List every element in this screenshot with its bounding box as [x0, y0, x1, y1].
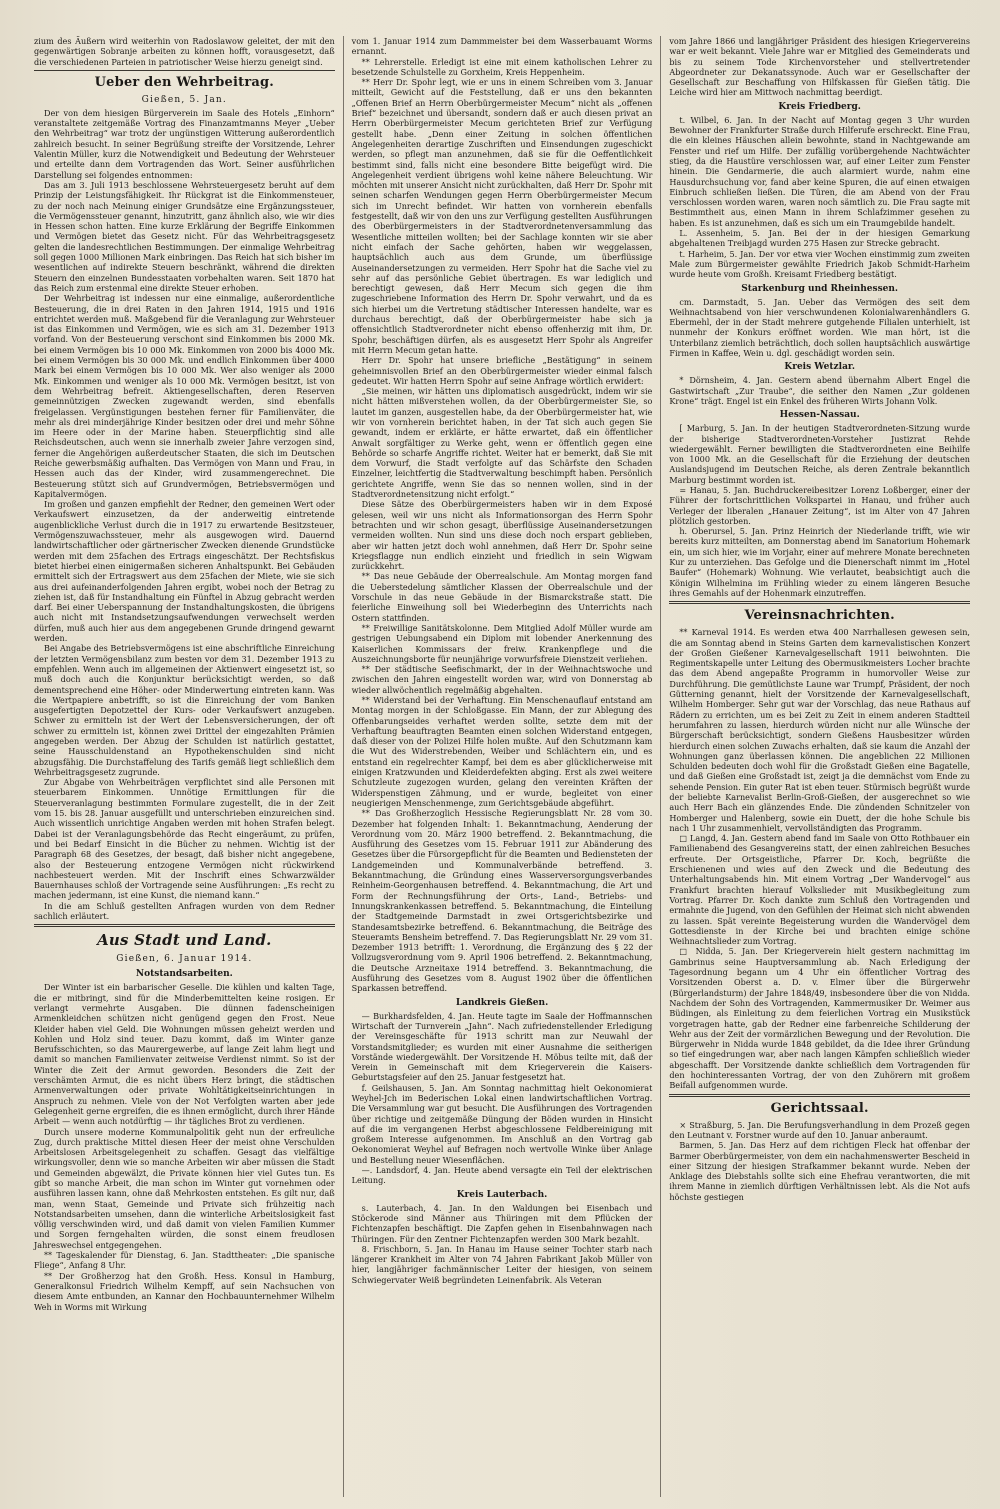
article-text: □ Nidda, 5. Jan. Der Kriegerverein hielt gestern nachmittag im Gambrinus seine Hauptversammlung ab. Nach Erledigung der Tagesordnung begann um 4 Uhr ein öffentlicher Vortrag des Vorsitzenden Oberst a. D. v. Elmer über die Bürgerwehr (Bürgerlandsturm) der Jahre 1848/49, insbesondere über die von Nidda. Nachdem der Sohn des Vortragenden, Kammermusiker Dr. Weimer aus Büdingen, als Einleitung zu dem feierlichen Vortrag ein Musikstück vorgetragen hatte, gab der Redner eine farbenreiche Schilderung der Wehr aus der Zeit der vormärzlichen Bewegung und der Revolution. Die Bürgerwehr in Nidda wurde 1848 gebildet, da die Idee ihrer Gründung so tief eingedrungen war, aber nach langen Kämpfen schließlich wieder abgeschafft. Der Vorsitzende dankte schließlich dem Vortragenden für den hochinteressanten Vortrag, der von den Zuhörern mit großem Beifall aufgenommen wurde. [669, 946, 971, 1091]
article-text: — Burkhardsfelden, 4. Jan. Heute tagte im Saale der Hoffmannschen Wirtschaft der Turnverein „Jahn“. Nach zufriedenstellender Erledigung der Vereinsgeschäfte für 1913 schritt man zur Neuwahl der Vorstandsmitglieder; es wurden mit einer Ausnahme die seitherigen Vorstände wiedergewählt. Der Vorsitzende H. Möbus teilte mit, daß der Verein in Gemeinschaft mit dem Kriegerverein die Kaisers-Geburtstagsfeier auf den 25. Januar festgesetzt hat. [351, 1010, 653, 1083]
article-heading: Landkreis Gießen. [455, 997, 549, 1008]
article-heading: Kreis Wetzlar. [784, 362, 855, 373]
article-text: Zur Abgabe von Wehrbeiträgen verpflichtet sind alle Personen mit steuerbarem Einkommen. Unnötige Ermittlungen für die Steuerveranlagung bestimmten Formulare zugestellt, die in der Zeit vom 15. bis 28. Januar ausgefüllt und unterschrieben einzureichen sind. Auch wissentlich unrichtige Angaben werden mit hohen Strafen belegt. Dabei ist der Veranlagungsbehörde das Recht eingeräumt, zu prüfen, und bei Bedarf Einsicht in die Bücher zu nehmen. Wichtig ist der Paragraph 68 des Gesetzes, der besagt, daß bisher nicht angegebene, also der Besteuerung entzogene Vermögen nicht rückwirkend nachbesteuert werden. Mit der Inschrift eines Schwarzwälder Bauernhauses schloß der Vortragende seine Ausführungen: „Es recht zu machen jedermann, ist eine Kunst, die niemand kann.“ [34, 777, 335, 901]
article-text: Der von dem hiesigen Bürgerverein im Saale des Hotels „Einhorn“ veranstaltete zeitgemäße Vortrag des Finanzamtmanns Meyer „Ueber den Wehrbeitrag“ war trotz der ungünstigen Witterung außerordentlich zahlreich besucht. In seiner Begrüßung streifte der Vorsitzende, Lehrer Valentin Müller, kurz die Notwendigkeit und Bedeutung der Wehrsteuer und erteilte dann dem Vortragenden das Wort. Seiner ausführlichen Darstellung sei folgendes entnommen: [34, 107, 335, 180]
article-text: ** Karneval 1914. Es werden etwa 400 Narrhallesen gewesen sein, die am Sonntag abend in Steins Garten dem karnevalistischen Konzert der Großen Gießener Karnevalgesellschaft 1911 beiwohnten. Die Regimentskapelle unter Leitung des Obermusikmeisters Locher brachte das dem Abend angepaßte Programm in humorvoller Weise zur Durchführung. Die gemütlichste Laune war Trumpf, Präsident, der noch Gütterning genannt, hielt der Vorsitzende der Karnevalgesellschaft, Wilhelm Homberger. Sehr gut war der Vorschlag, das neue Rathaus auf Rädern zu errichten, um es bei Zeit zu Zeit in einem anderen Stadtteil herumfahren zu lassen, hierdurch würden nicht nur alle Wünsche der Bürgerschaft berücksichtigt, sondern Gießens Hausbesitzer würden hierdurch einen solchen Zuwachs erhalten, daß sie kaum die Anzahl der Wohnungen ganz überlassen können. Die angeblichen 22 Millionen Schulden bedeuten doch wohl für die Großstadt Gießen eine Bagatelle, und daß Gießen eine Großstadt ist, zeigt ja die demnächst vom Ende zu sehende Pension. Ein guter Rat ist eben teuer. Stürmisch begrüßt wurde der beliebte Karnevalist Berlin-Groß-Gießen, der ausgerechnet so wie auch Herr Bach ein glänzendes Ende. Die zündenden Schnitzeler von Homberger und Halenberg, sowie ein Duett, der die hohe Schule bis nach 1 Uhr zusammenhielt, vervollständigten das Programm. [669, 627, 971, 833]
article-text: f. Geilshausen, 5. Jan. Am Sonntag nachmittag hielt Oekonomierat Weyhel-Jch im Bederischen Lokal einen landwirtschaftlichen Vortrag. Die Versammlung war gut besucht. Die Ausführungen des Vortragenden über richtige und zeitgemäße Düngung der Böden wurden in Hinsicht auf die im vergangenen Herbst abgeschlossene Feldbereinigung mit großem Interesse aufgenommen. Im Anschluß an den Vortrag gab Oekonomierat Weyhel auf Befragen noch wertvolle Winke über Anlage und Bestellung neuer Wiesenflächen. [351, 1082, 653, 1165]
divider [669, 601, 970, 604]
article-text: ** Lehrerstelle. Erledigt ist eine mit einem katholischen Lehrer zu besetzende Schulstelle zu Gorxheim, Kreis Heppenheim. [351, 56, 653, 77]
article-heading: Kreis Lauterbach. [456, 1189, 548, 1200]
article-text: ** Das neue Gebäude der Oberrealschule. Am Montag morgen fand die Ueberstedelung sämtlicher Klassen der Oberrealschule und der Vorschule in das neue Gebäude in der Bismarckstraße statt. Die feierliche Einweihung soll bei Wiederbeginn des Unterrichts nach Ostern stattfinden. [351, 571, 653, 623]
article-text: Das am 3. Juli 1913 beschlossene Wehrsteuergesetz beruht auf dem Prinzip der Leistungsfähigkeit. Ihr Rückgrat ist die Einkommensteuer, zu der noch nach Meinung einiger Grundsätze eine Ergänzungssteuer, die Vermögenssteuer genannt, hinzutritt, ganz ähnlich also, wie wir dies in Hessen schon hatten. Eine kurze Erklärung der Begriffe Einkommen und Vermögen bietet das Gesetz nicht. Für das Wehrbeitragsgesetz gelten die landesrechtlichen Bestimmungen. Der einmalige Wehrbeitrag soll gegen 1000 Millionen Mark einbringen. Das Reich hat sich bisher im wesentlichen auf indirekte Steuern beschränkt, während die direkten Steuern den einzelnen Bundesstaaten vorbehalten waren. Seit 1870 hat das Reich zum erstenmal eine direkte Steuer erhoben. [34, 179, 335, 293]
article-text: Im großen und ganzen empfiehlt der Redner, den gemeinen Wert oder Verkaufswert einzusetzen, da der anderweitig eintretende augenblickliche Verlust durch die in 1917 zu erwartende Besitzsteuer, Vermögenszuwachssteuer, mehr als ausgewogen wird. Dauernd landwirtschaftlicher oder gärtnerischer Zwecken dienende Grundstücke werden mit dem 25fachen des Ertrags eingeschätzt. Der Rechtsfiskus bietet hierbei einen einigermaßen sicheren Anhaltspunkt. Bei Gebäuden ermittelt sich der Ertragswert aus dem 25fachen der Miete, wie sie sich aus drei aufeinanderfolgenden Jahren ergibt, wobei noch der Betrag zu ziehen ist, daß für Instandhaltung ein Fünftel in Abzug gebracht werden darf. Bei einer Ueberspannung der Instandhaltungskosten, die übrigens auch nicht mit Instandsetzungsaufwendungen verwechselt werden dürfen, muß auch hier aus dem angegebenen Grunde dringend gewarnt werden. [34, 499, 335, 644]
article-text: ** Der Großherzog hat den Großh. Hess. Konsul in Hamburg, Generalkonsul Friedrich Wilhelm Kempff, auf sein Nachsuchen von diesem Amte entbunden, an Kannar den Hochbauunternehmer Wilhelm Weh in Worms mit Wirkung [34, 1270, 335, 1312]
article-text: t. Wilbel, 6. Jan. In der Nacht auf Montag gegen 3 Uhr wurden Bewohner der Frankfurter Straße durch Hilferufe erschreckt. Eine Frau, die ein kleines Häuschen allein bewohnte, stand in Nachtgewande am Fenster und rief um Hilfe. Der zufällig vorübergehende Nachtwächter stieg, da die Haustüre verschlossen war, auf einer Leiter zum Fenster hinein. Die Gendarmerie, die auch alarmiert wurde, nahm eine Hausdurchsuchung vor, fand aber keine Spuren, die auf einen etwaigen Einbruch schließen ließen. Die Türen, die am Abend von der Frau verschlossen worden waren, waren noch sämtlich zu. Die Frau sagte mit Bestimmtheit aus, einen Mann in ihrem Schlafzimmer gesehen zu haben. Es ist anzunehmen, daß es sich um ein Traumgebilde handelt. [669, 114, 971, 228]
article-text: □ Langd, 4. Jan. Gestern abend fand im Saale von Otto Rothbauer ein Familienabend des Gesangvereins statt, der einen zahlreichen Besuches erfreute. Der Ortsgeistliche, Pfarrer Dr. Koch, begrüßte die Erschienenen und wies auf den Zweck und die Bedeutung des Unterhaltungsabends hin. Mit einem Vortrag „Der Wandervogel“ aus Frankfurt brachten hierauf Volkslieder mit Musikbegleitung zum Vortrag. Pfarrer Dr. Koch dankte zum Schluß den Vortragenden und ermahnte die Jugend, von den Gefühlen der Heimat sich nicht abwenden zu lassen. Spät vereinte Begeisterung wurden die Wandervögel dem Gottesdienste in der Kirche bei und brachten einige schöne Weihnachtslieder zum Vortrag. [669, 833, 971, 947]
article-text: Herr Dr. Spohr hat unsere briefliche „Bestätigung“ in seinem geheimnisvollen Brief an den Oberbürgermeister wieder einmal falsch gedeutet. Wir hatten Herrn Spohr auf seine Anfrage wörtlich erwidert: [351, 355, 653, 386]
article-text: ** Tageskalender für Dienstag, 6. Jan. Stadttheater: „Die spanische Fliege“, Anfang 8 Uhr. [34, 1250, 335, 1271]
article-text: Der Wehrbeitrag ist indessen nur eine einmalige, außerordentliche Besteuerung, die in drei Raten in den Jahren 1914, 1915 und 1916 entrichtet werden muß. Maßgebend für die Veranlagung zur Wehrsteuer ist das Einkommen und Vermögen, wie es sich am 31. Dezember 1913 vorfand. Von der Besteuerung verschont sind Einkommen bis 2000 Mk. bei einem Vermögen bis 10 000 Mk. Einkommen von 2000 bis 4000 Mk. bei einem Vermögen bis 30 000 Mk. und endlich Einkommen über 4000 Mark bei einem Vermögen bis 10 000 Mk. Wer also weniger als 2000 Mk. Einkommen und weniger als 10 000 Mk. Vermögen besitzt, ist von dem Wehrbeitrag befreit. Aktiengesellschaften, deren Reserven gemeinnützigen Zwecken zugewandt werden, sind ebenfalls freigelassen. Vergünstigungen bestehen ferner für Familienväter, die mehr als drei minderjährige Kinder besitzen oder drei und mehr Söhne im Heere oder in der Marine haben. Steuerpflichtig sind alle Reichsdeutschen, auch wenn sie innerhalb zweier Jahre verzogen sind, ferner die Angehörigen außerdeutscher Staaten, die sich im Deutschen Reiche gewerbsmäßig aufhalten. Das Vermögen von Mann und Frau, in Hessen auch das der Kinder, wird zusammengerechnet. Die Besteuerung stützt sich auf Grundvermögen, Betriebsvermögen und Kapitalvermögen. [34, 293, 335, 499]
article-text: Diese Sätze des Oberbürgermeisters haben wir in dem Exposé gelesen, weil wir uns nicht als Informationsorgan des Herrn Spohr betrachten und wir schon gesagt, überflüssige Auseinandersetzungen vermeiden wollten. Nun sind uns diese doch noch erspart geblieben, aber wir hatten jetzt doch wohl annehmen, daß Herr Dr. Spohr seine Kriegsflagge nun endlich einzieht und friedlich in sein Wigwam zurückkehrt. [351, 499, 653, 572]
column-1 [26, 36, 343, 1497]
article-text: Der Winter ist ein barbarischer Geselle. Die kühlen und kalten Tage, die er mitbringt, sind für die Minderbemittelten keine rosigen. Er verlangt vermehrte Ausgaben. Die dünnen fadenscheinigen Armenkleidchen schützen nicht genügend gegen den Frost. Neue Kleider haben viel Geld. Die Wohnungen müssen geheizt werden und Kohlen und Holz sind teuer. Dazu kommt, daß im Winter ganze Berufsschichten, so das Maurergewerbe, auf lange Zeit lahm liegt und damit so manchen Familienvater zeitweise Verdienst nimmt. So ist der Winter die Zeit der Armut geworden. Besonders die Zeit der verschämten Armut, die es nicht übers Herz bringt, die städtischen Armenverwaltungen oder private Wohltätigkeitseinrichtungen in Anspruch zu nehmen. Viele von der Not Verfolgten warten aber jede Gelegenheit gerne ergreifen, die es ihnen ermöglicht, durch ihrer Hände Arbeit — wenn auch notdürftig — ihr tägliches Brot zu verdienen. [34, 982, 335, 1127]
article-text: „Sie meinen, wir hätten uns diplomatisch ausgedrückt, indem wir sie nicht hätten mißverstehen wollen, da der Oberbürgermeister Sie, so lautet im ganzen, ausgestellen habe, da der Oberbürgermeister hat, wie wir von vornherein berichtet haben, in der Tat sich auch gegen Sie gewandt, indem er erklärte, er hätte erwartet, daß ein öffentlicher Anwalt sorgfältiger zu Werke geht, wenn er öffentlich gegen eine Behörde so scharfe Angriffe richtet. Weiter hat er bemerkt, daß Sie mit dem Vorwurf, die Stadt verfolgte auf das Schärfste den Schaden Einzelner, leichtfertig die Stadtverwaltung beschimpft haben. Persönlich gerichtete Angriffe, wenn Sie das so nennen wollen, sind in der Stadtverordnetensitzung nicht erfolgt.“ [351, 386, 653, 500]
divider [669, 1094, 970, 1097]
article-text: ** Herr Dr. Spohr legt, wie er uns in einem Schreiben vom 3. Januar mitteilt, Gewicht auf die Feststellung, daß er uns den bekannten „Offenen Brief an Herrn Oberbürgermeister Mecum“ nicht als „offenen Brief“ bezeichnet und übersandt, sondern daß er auch diesen privat an Herrn Oberbürgermeister Mecum gerichteten Brief zur Verfügung gestellt habe. „Denn einer Zeitung in solchen öffentlichen Angelegenheiten derartige Zuschriften und Einsendungen zugeschickt werden, so pflegt man anzunehmen, daß sie für die Oeffentlichkeit bestimmt sind, falls nicht eine besondere Bitte beigefügt wird. Die Angelegenheit verdient übrigens wohl keine nähere Beleuchtung. Wir möchten mit unserer Ansicht nicht zurückhalten, daß Herr Dr. Spohr mit seinen scharfen Wendungen gegen Herrn Oberbürgermeister Mecum sich im Unrecht befindet. Wir hatten von vornherein ebenfalls festgestellt, daß wir von den uns zur Verfügung gestellten Ausführungen des Oberbürgermeisters in der Stadtverordnetenversammlung das Wesentliche mitteilen wollten; bei der Sachlage konnten wir sie aber nicht einfach der Sache gehörten, haben wir weggelassen, hauptsächlich auch aus dem Grunde, um überflüssige Auseinandersetzungen zu vermeiden. Herr Spohr hat die Sache viel zu sehr auf das persönliche Gebiet übertragen. Es war lediglich und berechtigt gewesen, daß Herr Mecum sich gegen die ihm zugeschriebene Information des Herrn Dr. Spohr verwahrt, und da es sich hierbei um die Vertretung städtischer Interessen handelte, war es durchaus berechtigt, daß der Oberbürgermeister habe sich ja offensichtlich Stadtverordneter nicht ebenso offenherzig mit ihm, Dr. Spohr, beschäftigen dürfen, als es ausgesetzt Herr Spohr als Angreifer mit Herrn Mecum getan hatte. [351, 77, 653, 355]
article-text: ** Freiwillige Sanitätskolonne. Dem Mitglied Adolf Müller wurde am gestrigen Uebungsabend ein Diplom mit lobender Anerkennung des Kaiserlichen Kommissars der freiw. Krankenpflege und die Auszeichnungsborte für neunjährige vorwurfsfreie Dienstzeit verliehen. [351, 622, 653, 664]
article-text: 8. Frischborn, 5. Jan. In Hanau im Hause seiner Tochter starb nach längerer Krankheit im Alter von 74 Jahren Fabrikant Jakob Müller von hier, langjähriger fachmännischer Leiter der hiesigen, von seinem Schwiegervater Weiß begründeten Leinenfabrik. Als Veteran [351, 1243, 653, 1285]
article-text: vom 1. Januar 1914 zum Dammmeister bei dem Wasserbauamt Worms ernannt. [351, 36, 653, 57]
article-text: ** Das Großherzoglich Hessische Regierungsblatt Nr. 28 vom 30. Dezember hat folgenden Inhalt: 1. Bekanntmachung, Aenderung der Verordnung vom 20. März 1900 betreffend. 2. Bekanntmachung, die Ausführung des Gesetzes vom 15. Februar 1911 zur Abänderung des Gesetzes über die Fürsorgepflicht für die Beamten und Bediensteten der Landgemeinden und Kommunalverbände betreffend. 3. Bekanntmachung, die Gründung eines Wasserversorgungsverbandes Reinheim-Georgenhausen betreffend. 4. Bekanntmachung, die Art und Form der Rechnungsführung der Orts-, Land-, Betriebs- und Innungskrankenkassen betreffend. 5. Bekanntmachung, die Einteilung der Stadtgemeinde Darmstadt in zwei Ortsgerichtsbezirke und Standesamtsbezirke betreffend. 6. Bekanntmachung, die Beiträge des Steueramts Bensheim betreffend. 7. Das Regierungsblatt Nr. 29 vom 31. Dezember 1913 betrifft: 1. Verordnung, die Ergänzung des § 22 der Vollzugsverordnung vom 9. April 1906 betreffend. 2. Bekanntmachung, die Deutsche Arzneitaxe 1914 betreffend. 3. Bekanntmachung, die Ausführung des Gesetzes vom 8. August 1902 über die öffentlichen Sparkassen betreffend. [351, 808, 653, 994]
article-text: ** Widerstand bei der Verhaftung. Ein Menschenauflauf entstand am Montag morgen in der Schloßgasse. Ein Mann, der zur Ablegung des Offenbarungseides verhaftet werden sollte, setzte dem mit der Verhaftung beauftragten Beamten einen solchen Widerstand entgegen, daß dieser von der Polizei Hilfe holen mußte. Auf den Schutzmann kam die Wut des Widerstrebenden, Weiber und Schlächtern ein, und es entstand ein regelrechter Kampf, bei dem es aber glücklicherweise mit einigen Kratzwunden und Kleiderdefekten abging. Erst als zwei weitere Schutzleute zugezogen wurden, gelang den vereinten Kräften der Widerspenstigen Zähmung, und er wurde, begleitet von einer neugierigen Menschenmenge, zum Gerichtsgebäude abgeführt. [351, 695, 653, 808]
article-text: vom Jahre 1866 und langjähriger Präsident des hiesigen Kriegervereins war er weit bekannt. Viele Jahre war er Mitglied des Gemeinderats und bis zu seinem Tode Kirchenvorsteher und stellvertretender Abgeordneter zur Dekanatssynode. Auch war er Gesellschafter der Gesellschaft zur Beschaffung von Hilfskassen für Gießen tätig. Die Leiche wird hier am Mittwoch nachmittag beerdigt. [669, 36, 971, 98]
article-text: In die am Schluß gestellten Anfragen wurden von dem Redner sachlich erläutert. [34, 900, 335, 922]
article-text: h. Oberursel, 5. Jan. Prinz Heinrich der Niederlande trifft, wie wir bereits kurz mitteilten, am Donnerstag abend im Sanatorium Hohemark ein, um sich hier, wie im Vorjahr, einer auf mehrere Monate berechneten Kur zu unterziehen. Das Gefolge und die Dienerschaft nimmt im „Hotel Baufer“ (Hohemark) Wohnung. Wie verlautet, beabsichtigt auch die Königin Wilhelmina im Frühling wieder zu einem längeren Besuche ihres Gemahls auf der Hohenmark einzutreffen. [669, 526, 971, 598]
article-heading: Hessen-Nassau. [779, 410, 860, 421]
article-text: * Dörnsheim, 4. Jan. Gestern abend übernahm Albert Engel die Gastwirtschaft „Zur Traube“, die seither den Namen „Zur goldenen Krone“ trägt. Engel ist ein Enkel des früheren Wirts Johann Volk. [669, 375, 971, 406]
article-heading: Kreis Friedberg. [778, 101, 861, 112]
article-text: [ Marburg, 5. Jan. In der heutigen Stadtverordneten-Sitzung wurde der bisherige Stadtverordneten-Vorsteher Justizrat Rehde wiedergewählt. Ferner bewilligten die Stadtverordneten eine Beihilfe von 1000 Mk. an die Gesellschaft für die Erziehung der deutschen Auslandsjugend im Deutschen Reiche, als deren Zentrale bekanntlich Marburg bestimmt worden ist. [669, 423, 971, 485]
section-heading: Aus Stadt und Land. [97, 931, 272, 950]
columns [26, 36, 978, 1497]
column-3 [660, 36, 978, 1497]
article-text: Bei Angabe des Betriebsvermögens ist eine abschriftliche Einreichung der letzten Vermögensbilanz zum besten vor dem 31. Dezember 1913 zu empfehlen. Wenn auch im allgemeinen der Aktienwert eingesetzt ist, so muß doch auch die Konjunktur berücksichtigt werden, so daß dementsprechend eine Höher- oder Minderwertung eintreten kann. Was die Wertpapiere anbetrifft, so ist die Einreichung der vom Banken ausgefertigten Depotzettel der Kurs- oder Verkaufswert anzugeben. Schwer zu ermitteln ist der Wert der Lebensversicherungen, der oft schwer zu ermitteln ist, können zwei Drittel der eingezahlten Prämien angegeben werden. Der Abzug der Schulden ist natürlich gestattet, seine Hausschuldenstand an Hypothekenschulden sind nicht abzugsfähig. Die Durchstaffelung des Tarifs gemäß liegt schließlich dem Wehrbeitragsgesetz zugrunde. [34, 643, 335, 777]
article-text: zium des Äußern wird weiterhin von Radoslawow geleitet, der mit den gegenwärtigen Sobranje arbeiten zu können hofft, vorausgesetzt, daß die verschiedenen Parteien in patriotischer Weise hierzu geneigt sind. [34, 36, 335, 67]
article-text: Durch unsere moderne Kommunalpolitik geht nun der erfreuliche Zug, durch praktische Mittel diesen Heer der meist ohne Verschulden Arbeitslosen Arbeitsgelegenheit zu schaffen. Gesagt das vielfältige wirkungsvoller, denn wie so manche Arbeiten wir aber müssen die Stadt und Gemeinden abgewälzt, die Private können hier viel Gutes tun. Es gibt so manche Arbeit, die man schon im Winter gut vornehmen oder ausführen lassen kann, ohne daß Mehrkosten entstehen. Es gilt nur, daß man, wenn Staat, Gemeinde und Private sich frühzeitig nach Notstandsarbeiten umsehen, dann die winterliche Arbeitslosigkeit fast völlig verschwinden wird, und daß damit von vielen Familien Kummer und Sorgen ferngehalten würden, die sonst einem freudlosen Jahreswechsel entgegengehen. [34, 1126, 335, 1250]
article-heading: Notstandsarbeiten. [135, 969, 233, 980]
article-text: cm. Darmstadt, 5. Jan. Ueber das Vermögen des seit dem Weihnachtsabend von hier verschwundenen Kolonialwarenhändlers G. Ebermehl, der in der Stadt mehrere gutgehende Filialen unterhielt, ist nunmehr der Konkurs eröffnet worden. Wie man hört, ist die Unterbilanz ziemlich beträchtlich, doch sollen hauptsächlich auswärtige Firmen in Kaffee, Wein u. dgl. geschädigt worden sein. [669, 296, 971, 359]
article-text: —. Landsdorf, 4. Jan. Heute abend versagte ein Teil der elektrischen Leitung. [351, 1165, 653, 1186]
article-text: s. Lauterbach, 4. Jan. In den Waldungen bei Eisenbach und Stöckerode sind Männer aus Thüringen mit dem Pflücken der Fichtenzapfen beschäftigt. Die Zapfen gehen in Eisenbahnwagen nach Thüringen. Für den Zentner Fichtenzapfen werden 300 Mark bezahlt. [351, 1202, 653, 1244]
divider [34, 70, 335, 71]
article-text: Barmen, 5. Jan. Das Herz auf dem richtigen Fleck hat offenbar der Barmer Oberbürgermeister, von dem ein nachahmenswerter Bescheid in einer Sitzung der hiesigen Strafkammer bekannt wurde. Neben der Anklage des Diebstahls sollte sich eine Ehefrau verantworten, die mit ihrem Manne in ziemlich dürftigen Verhältnissen lebt. Als die Not aufs höchste gestiegen [669, 1140, 971, 1202]
article-text: L. Assenheim, 5. Jan. Bei der in der hiesigen Gemarkung abgehaltenen Treibjagd wurden 275 Hasen zur Strecke gebracht. [669, 228, 971, 249]
divider [34, 924, 335, 927]
article-text: t. Harheim, 5. Jan. Der vor etwa vier Wochen einstimmig zum zweiten Male zum Bürgermeister gewählte Friedrich Jakob Schmidt-Harheim wurde heute vom Großh. Kreisamt Friedberg bestätigt. [669, 248, 971, 280]
article-text: = Hanau, 5. Jan. Buchdruckereibesitzer Lorenz Loßberger, einer der Führer der fortschrittlichen Volkspartei in Hanau, und früher auch Verleger der liberalen „Hanauer Zeitung“, ist im Alter von 47 Jahren plötzlich gestorben. [669, 484, 971, 526]
column-2 [343, 36, 661, 1497]
article-text: ** Der städtische Seefischmarkt, der in der Weihnachtswoche und zwischen den Jahren eingestellt worden war, wird von Donnerstag ab wieder allwöchentlich regelmäßig abgehalten. [351, 664, 653, 695]
article-heading: Starkenburg und Rheinhessen. [741, 283, 899, 294]
dateline: Gießen, 6. Januar 1914. [116, 954, 253, 965]
dateline: Gießen, 5. Jan. [141, 94, 227, 105]
section-heading: Ueber den Wehrbeitrag. [94, 74, 275, 90]
section-heading: Vereinsnachrichten. [744, 608, 895, 624]
article-text: × Straßburg, 5. Jan. Die Berufungsverhandlung in dem Prozeß gegen den Leutnant v. Forstner wurde auf den 10. Januar anberaumt. [669, 1119, 971, 1140]
section-heading: Gerichtssaal. [770, 1100, 869, 1116]
